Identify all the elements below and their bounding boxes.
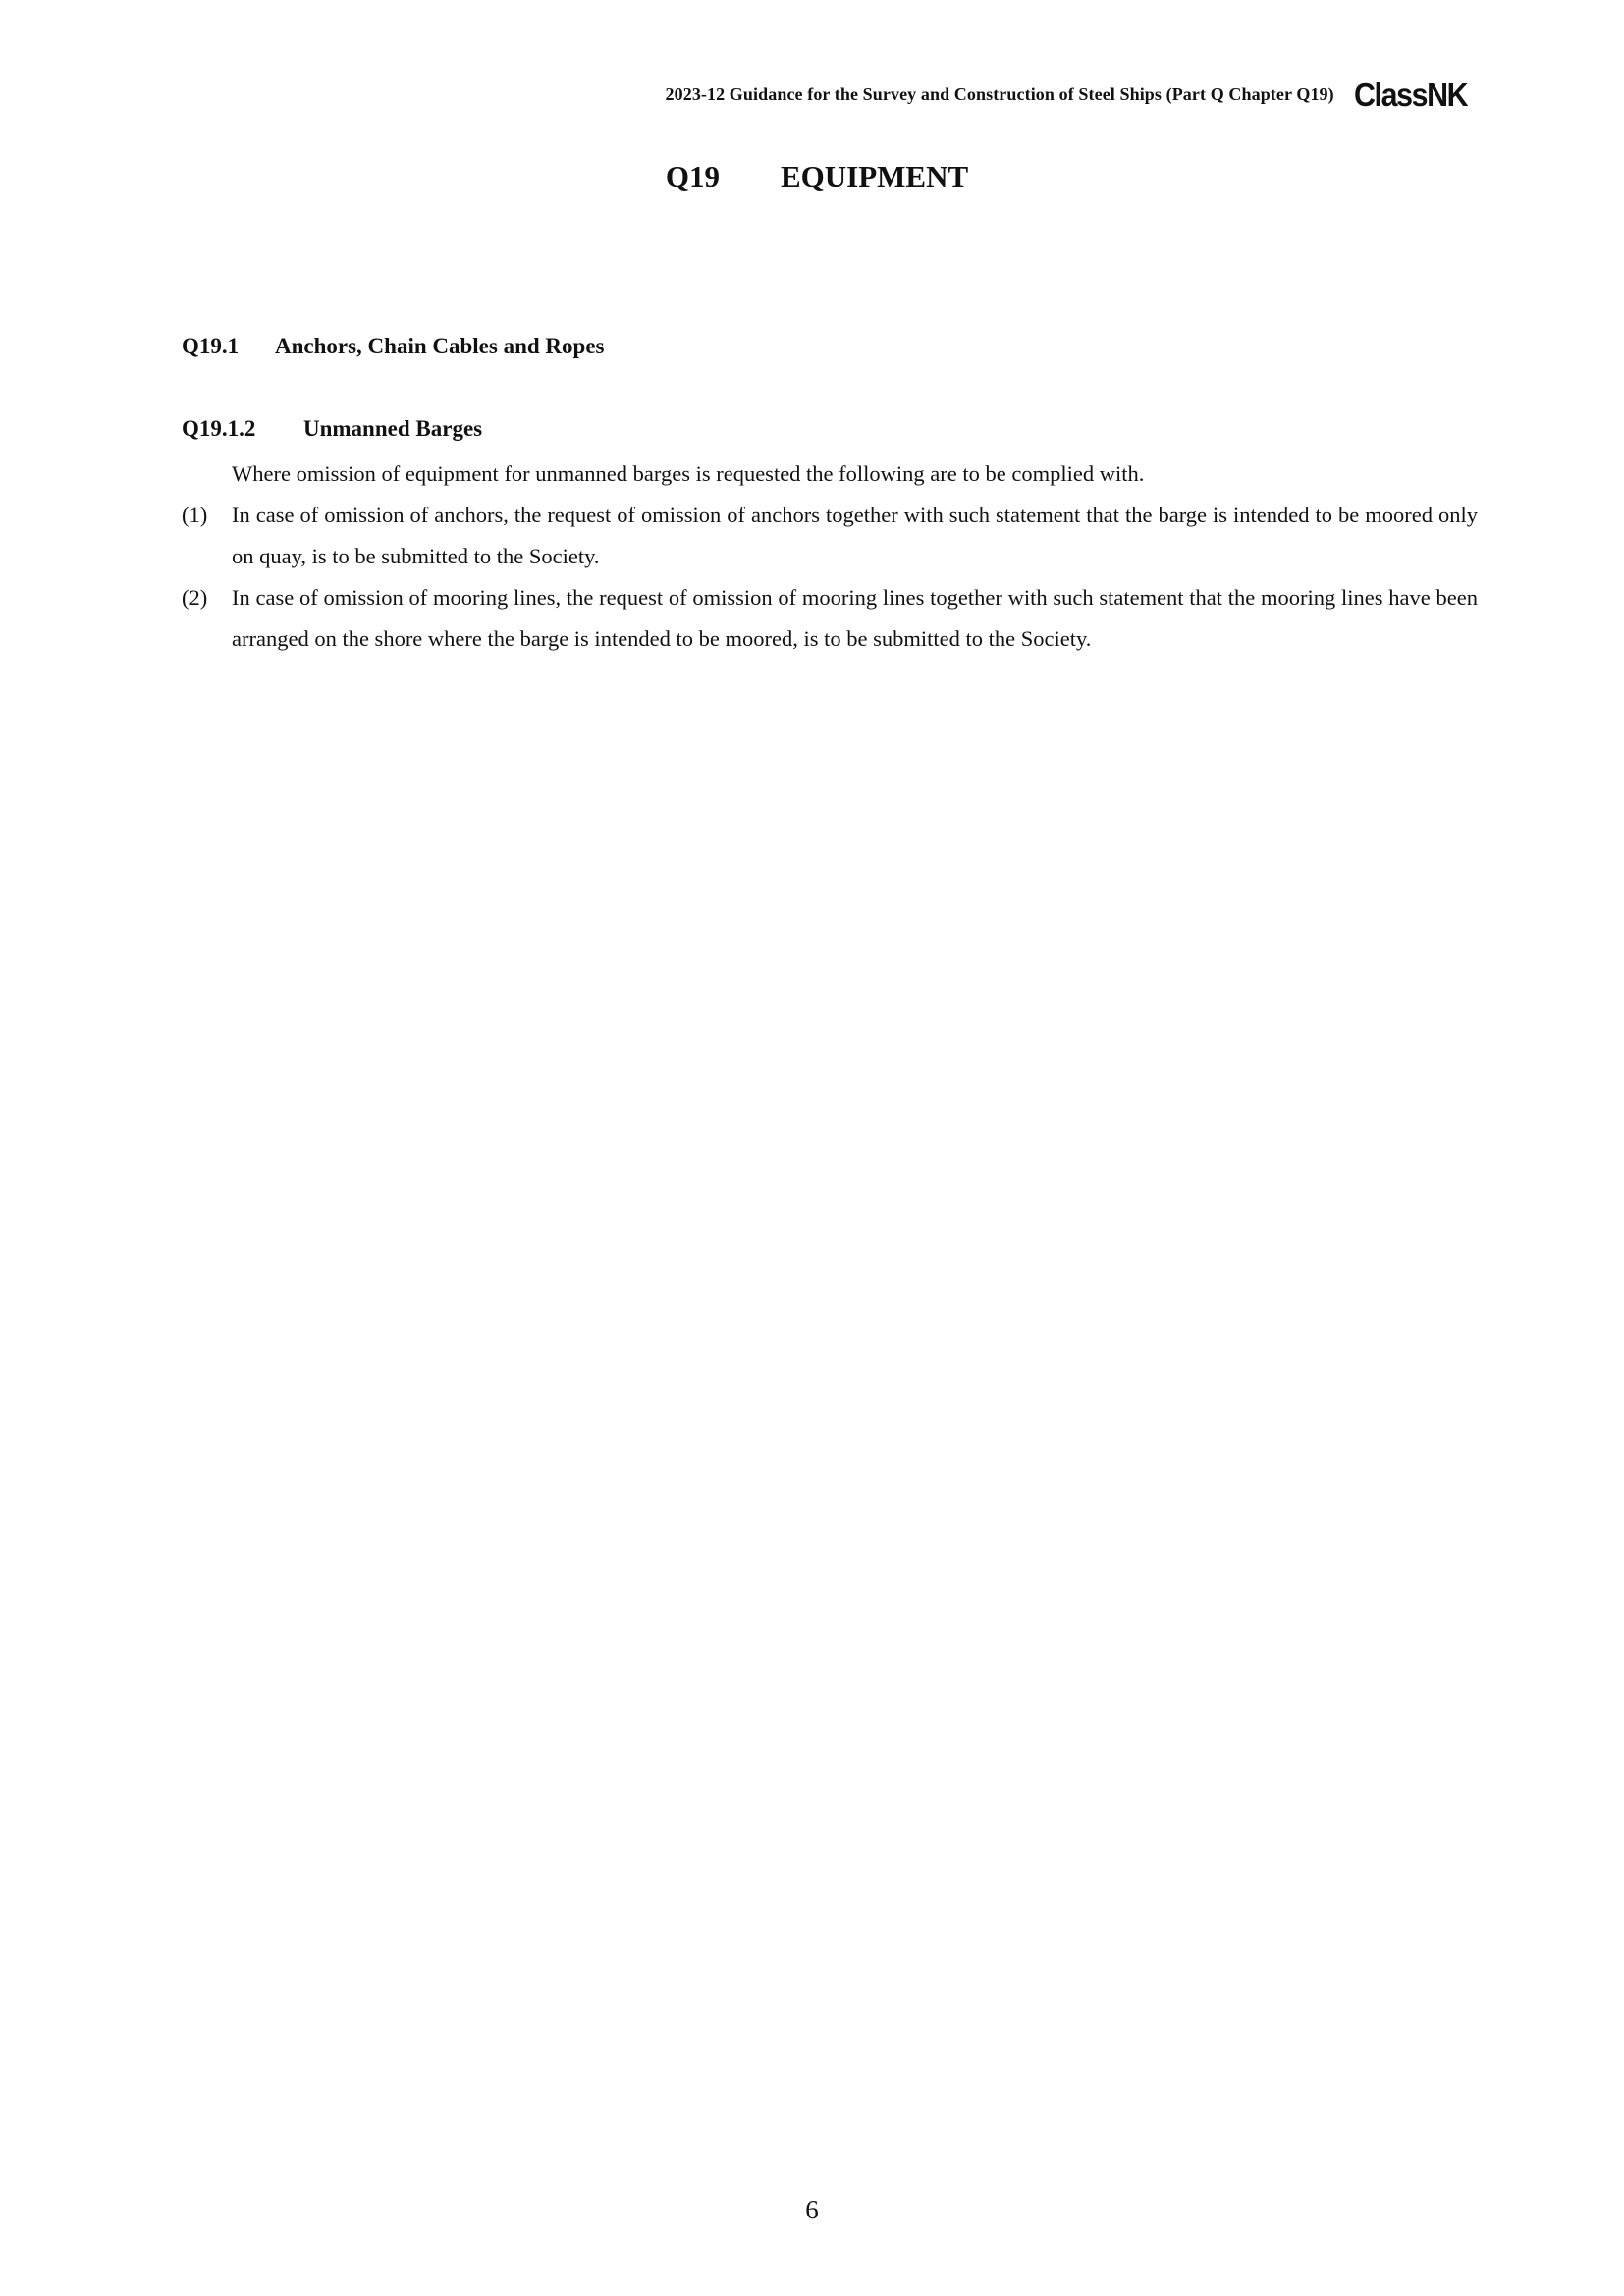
section-number: Q19.1.2 xyxy=(182,416,256,441)
list-item xyxy=(182,577,1478,660)
chapter-number: Q19 xyxy=(665,159,720,193)
list-item xyxy=(182,495,1478,577)
running-header xyxy=(666,79,1477,111)
list-item-text: In case of omission of anchors, the request of omission of anchors together with such statement that the barge is intended to be moored only on quay, is to be submitted to the Society. xyxy=(232,503,1478,568)
chapter-title xyxy=(0,159,1624,194)
section-heading-q19-1 xyxy=(182,334,605,359)
page-number: 6 xyxy=(805,2195,819,2224)
list-marker: (2) xyxy=(182,585,208,610)
intro-paragraph: Where omission of equipment for unmanned barges is requested the following are to be complied with. xyxy=(232,461,1145,486)
section-title: Anchors, Chain Cables and Ropes xyxy=(275,334,605,358)
list-item-text: In case of omission of mooring lines, the request of omission of mooring lines together with such statement that the mooring lines have been arranged on the shore where the barge is intended to be moored, is to be submitted to the Society. xyxy=(232,585,1478,651)
section-title: Unmanned Barges xyxy=(303,416,483,441)
section-heading-q19-1-2 xyxy=(182,416,482,442)
section-body xyxy=(182,454,1478,660)
running-header-title: 2023-12 Guidance for the Survey and Construction of Steel Ships (Part Q Chapter Q19) xyxy=(665,84,1334,104)
classnk-logo: ClassNK xyxy=(1353,77,1467,113)
list-marker: (1) xyxy=(182,503,208,527)
section-number: Q19.1 xyxy=(182,334,240,358)
chapter-name: EQUIPMENT xyxy=(780,159,969,193)
